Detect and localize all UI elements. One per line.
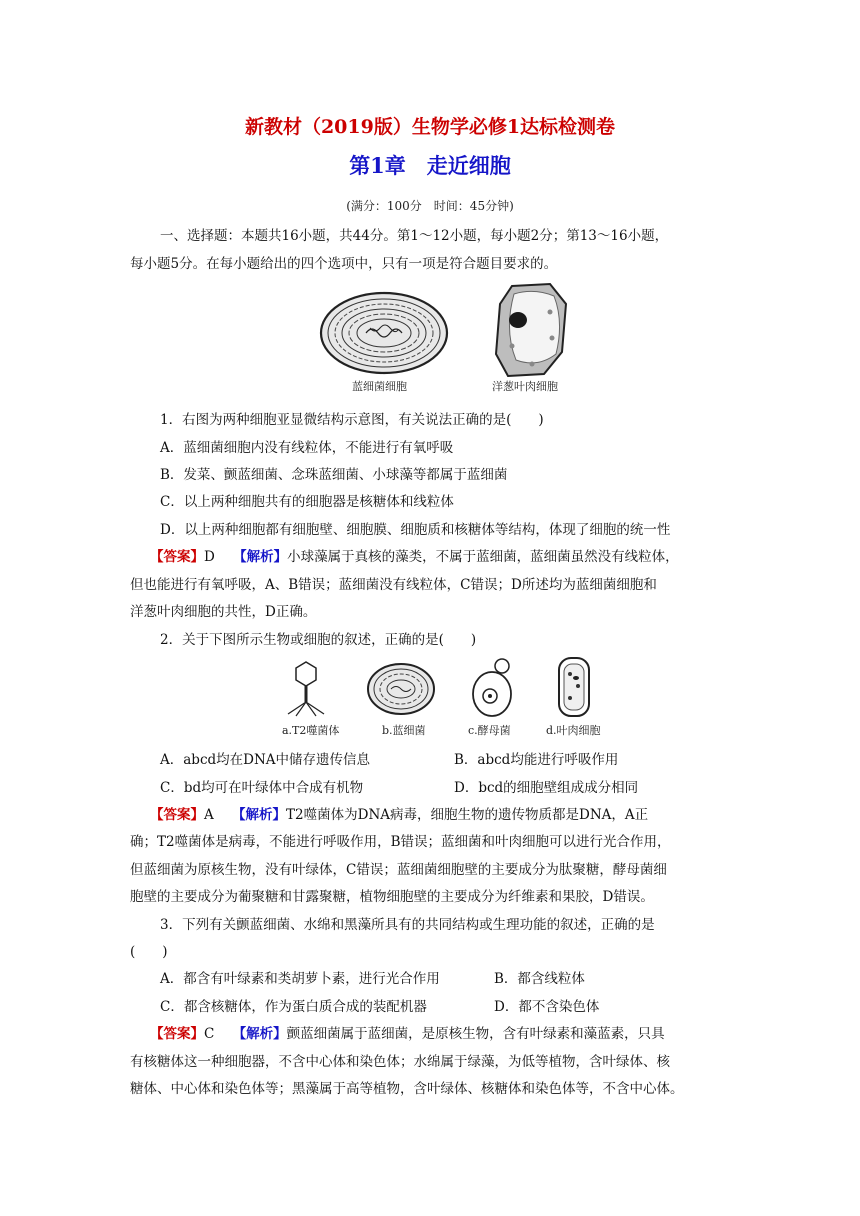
q2-stem: 2．关于下图所示生物或细胞的叙述，正确的是( )	[160, 632, 477, 648]
q3-answer-line	[150, 1022, 665, 1042]
q3-stem-l1: 3．下列有关颤蓝细菌、水绵和黑藻所具有的共同结构或生理功能的叙述，正确的是	[160, 917, 655, 933]
q2-answer: A	[204, 807, 214, 823]
q3-answer-tag: 【答案】	[150, 1026, 204, 1042]
q1-analysis-l3: 洋葱叶肉细胞的共性，D正确。	[130, 604, 317, 620]
figure1-caption-left: 蓝细菌细胞	[352, 380, 407, 393]
q1-answer-line	[150, 545, 679, 565]
q1-option-a: A．蓝细菌细胞内没有线粒体，不能进行有氧呼吸	[160, 440, 454, 456]
q3-option-a: A．都含有叶绿素和类胡萝卜素，进行光合作用	[160, 971, 440, 987]
section-intro-line1: 一、选择题：本题共16小题，共44分。第1～12小题，每小题2分；第13～16小题，	[160, 228, 669, 244]
q2-option-c: C．bd均可在叶绿体中合成有机物	[160, 780, 364, 796]
q2-analysis-l2: 确；T2噬菌体是病毒，不能进行呼吸作用，B错误；蓝细菌和叶肉细胞可以进行光合作用，	[130, 834, 671, 850]
section-intro-line2: 每小题5分。在每小题给出的四个选项中，只有一项是符合题目要求的。	[130, 256, 558, 272]
figure2-caption-a: a.T2噬菌体	[282, 724, 340, 737]
q1-stem: 1．右图为两种细胞亚显微结构示意图，有关说法正确的是( )	[160, 412, 544, 428]
q1-analysis-l2: 但也能进行有氧呼吸，A、B错误；蓝细菌没有线粒体，C错误；D所述均为蓝细菌细胞和	[130, 577, 657, 593]
q3-option-c: C．都含核糖体，作为蛋白质合成的装配机器	[160, 999, 427, 1015]
q1-answer-tag: 【答案】	[150, 549, 204, 565]
q2-answer-tag: 【答案】	[150, 807, 204, 823]
figure2-caption-b: b.蓝细菌	[382, 724, 426, 737]
onion-leaf-cell-figure	[492, 282, 570, 378]
q2-option-b: B．abcd均能进行呼吸作用	[454, 752, 619, 768]
document-title: 新教材（2019版）生物学必修1达标检测卷	[244, 116, 616, 138]
q1-option-b: B．发菜、颤蓝细菌、念珠蓝细菌、小球藻等都属于蓝细菌	[160, 467, 508, 483]
q3-analysis-tag: 【解析】	[232, 1026, 287, 1042]
q3-answer: C	[204, 1026, 215, 1042]
cyanobacteria-cell-figure	[318, 290, 450, 376]
exam-meta: (满分：100分 时间：45分钟)	[346, 199, 514, 213]
q1-answer: D	[204, 549, 215, 565]
t2-phage-figure	[282, 660, 330, 718]
figure2-caption-c: c.酵母菌	[468, 724, 511, 737]
q3-analysis-l3: 糖体、中心体和染色体等；黑藻属于高等植物，含叶绿体、核糖体和染色体等，不含中心体。	[130, 1081, 684, 1097]
cyanobacteria-small-figure	[366, 662, 436, 716]
q1-option-d: D．以上两种细胞都有细胞壁、细胞膜、细胞质和核糖体等结构，体现了细胞的统一性	[160, 522, 671, 538]
q1-analysis-tag: 【解析】	[233, 549, 288, 565]
q3-stem-l2: ( )	[130, 944, 168, 960]
q3-option-d: D．都不含染色体	[494, 999, 600, 1015]
q2-analysis-l3: 但蓝细菌为原核生物，没有叶绿体，C错误；蓝细菌细胞壁的主要成分为肽聚糖，酵母菌细	[130, 862, 667, 878]
q2-analysis-tag: 【解析】	[232, 807, 287, 823]
q2-analysis-l4: 胞壁的主要成分为葡聚糖和甘露聚糖，植物细胞壁的主要成分为纤维素和果胶，D错误。	[130, 889, 654, 905]
leaf-cell-figure	[556, 656, 592, 718]
yeast-figure	[470, 656, 516, 718]
q2-analysis-l1: T2噬菌体为DNA病毒，细胞生物的遗传物质都是DNA，A正	[286, 807, 649, 823]
figure2-caption-d: d.叶肉细胞	[546, 724, 601, 737]
q2-answer-line	[150, 803, 648, 823]
figure1-caption-right: 洋葱叶肉细胞	[492, 380, 558, 393]
q3-option-b: B．都含线粒体	[494, 971, 585, 987]
q1-analysis-l1: 小球藻属于真核的藻类，不属于蓝细菌，蓝细菌虽然没有线粒体，	[287, 549, 679, 565]
q3-analysis-l1: 颤蓝细菌属于蓝细菌，是原核生物，含有叶绿素和藻蓝素，只具	[286, 1026, 665, 1042]
q1-option-c: C．以上两种细胞共有的细胞器是核糖体和线粒体	[160, 494, 454, 510]
q2-option-d: D．bcd的细胞壁组成成分相同	[454, 780, 639, 796]
q3-analysis-l2: 有核糖体这一种细胞器，不含中心体和染色体；水绵属于绿藻，为低等植物，含叶绿体、核	[130, 1054, 670, 1070]
q2-option-a: A．abcd均在DNA中储存遗传信息	[160, 752, 371, 768]
chapter-title: 第1章 走近细胞	[349, 153, 511, 178]
